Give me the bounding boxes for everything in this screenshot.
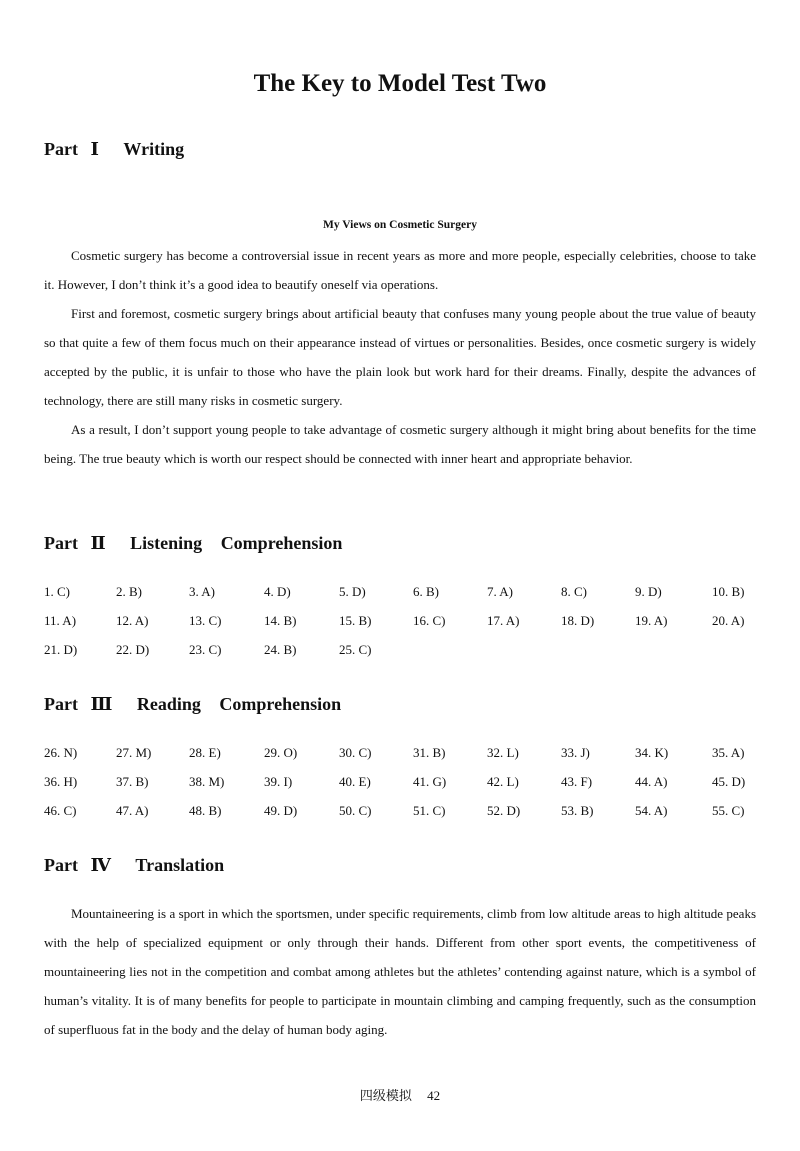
answer-item: 40. E) — [339, 774, 371, 789]
answer-item: 49. D) — [264, 803, 298, 818]
answer-row — [44, 745, 764, 774]
part-label: Part — [44, 139, 78, 159]
answer-item: 34. K) — [635, 745, 669, 760]
answer-item: 51. C) — [413, 803, 446, 818]
essay-paragraph-3: As a result, I don’t support young people to take advantage of cosmetic surgery although it might bring about benefits for the time being. The true beauty which is worth our respect should be connected with inner heart and appropriate behavior. — [44, 422, 756, 466]
essay-paragraph-1: Cosmetic surgery has become a controversial issue in recent years as more and more people, especially celebrities, choose to take it. However, I don’t think it’s a good idea to beautify oneself via operations. — [44, 248, 756, 292]
answer-item: 33. J) — [561, 745, 590, 760]
answer-item: 7. A) — [487, 584, 513, 599]
translation-paragraph: Mountaineering is a sport in which the sportsmen, under specific requirements, climb from low altitude areas to high altitude peaks with the help of specialized equipment or only through their hands. Different from other sport events, the competitiveness of mountaineering lies not in the competition and combat among athletes but the athletes’ contending against nature, which is a symbol of human’s vitality. It is of many benefits for people to participate in mountain climbing and camping frequently, such as the consumption of superfluous fat in the body and the delay of human body aging. — [44, 906, 756, 1037]
answer-item: 22. D) — [116, 642, 150, 657]
answer-item: 36. H) — [44, 774, 78, 789]
answer-item: 45. D) — [712, 774, 746, 789]
answer-item: 44. A) — [635, 774, 668, 789]
answer-item: 5. D) — [339, 584, 366, 599]
answer-item: 8. C) — [561, 584, 587, 599]
part-numeral: Ⅲ — [90, 694, 113, 714]
part-2-heading — [44, 533, 342, 554]
answer-item: 50. C) — [339, 803, 372, 818]
page-title: The Key to Model Test Two — [253, 70, 547, 97]
part-numeral: Ⅱ — [90, 533, 106, 553]
essay-title: My Views on Cosmetic Surgery — [323, 219, 477, 231]
answer-item: 29. O) — [264, 745, 298, 760]
answer-item: 15. B) — [339, 613, 372, 628]
part-label: Part — [44, 855, 78, 875]
part-label: Part — [44, 533, 78, 553]
answer-item: 32. L) — [487, 745, 519, 760]
footer-label: 四级模拟 — [359, 1088, 412, 1103]
part-name: Reading — [136, 694, 201, 714]
part-numeral: Ⅰ — [90, 139, 99, 159]
answer-item: 10. B) — [712, 584, 745, 599]
page-footer — [0, 1085, 800, 1104]
answer-item: 37. B) — [116, 774, 149, 789]
part-name: Listening — [130, 533, 203, 553]
listening-answers — [44, 584, 764, 671]
part-name: Writing — [123, 139, 185, 159]
answer-item: 1. C) — [44, 584, 70, 599]
answer-row — [44, 642, 764, 671]
answer-item: 16. C) — [413, 613, 446, 628]
answer-item: 21. D) — [44, 642, 78, 657]
answer-item: 17. A) — [487, 613, 520, 628]
part-name: Translation — [135, 855, 225, 875]
answer-item: 39. I) — [264, 774, 293, 789]
answer-item: 24. B) — [264, 642, 297, 657]
answer-item: 13. C) — [189, 613, 222, 628]
answer-item: 54. A) — [635, 803, 668, 818]
answer-item: 20. A) — [712, 613, 745, 628]
part-3-heading — [44, 694, 341, 715]
answer-item: 30. C) — [339, 745, 372, 760]
answer-item: 26. N) — [44, 745, 78, 760]
answer-row — [44, 613, 764, 642]
answer-item: 27. M) — [116, 745, 152, 760]
answer-item: 47. A) — [116, 803, 149, 818]
answer-item: 52. D) — [487, 803, 521, 818]
answer-item: 6. B) — [413, 584, 439, 599]
answer-item: 43. F) — [561, 774, 593, 789]
answer-row — [44, 584, 764, 613]
answer-row — [44, 803, 764, 832]
answer-item: 23. C) — [189, 642, 222, 657]
answer-item: 42. L) — [487, 774, 519, 789]
answer-item: 19. A) — [635, 613, 668, 628]
answer-item: 14. B) — [264, 613, 297, 628]
answer-row — [44, 774, 764, 803]
answer-item: 41. G) — [413, 774, 447, 789]
answer-item: 2. B) — [116, 584, 142, 599]
answer-item: 25. C) — [339, 642, 372, 657]
answer-item: 9. D) — [635, 584, 662, 599]
answer-item: 4. D) — [264, 584, 291, 599]
answer-item: 31. B) — [413, 745, 446, 760]
reading-answers — [44, 745, 764, 832]
part-label: Part — [44, 694, 78, 714]
answer-item: 18. D) — [561, 613, 595, 628]
answer-item: 28. E) — [189, 745, 221, 760]
essay-paragraph-2: First and foremost, cosmetic surgery brings about artificial beauty that confuses many young people about the true value of beauty so that quite a few of them focus much on their appearance instead of virtues or personalities. Besides, once cosmetic surgery is widely accepted by the public, it is unfair to those who have the plain look but work hard for their dreams. Finally, despite the advances of technology, there are still many risks in cosmetic surgery. — [44, 306, 756, 408]
page-number: 42 — [427, 1088, 441, 1103]
answer-item: 46. C) — [44, 803, 77, 818]
part-1-heading — [44, 139, 184, 160]
part-name: Comprehension — [219, 694, 342, 714]
answer-item: 35. A) — [712, 745, 745, 760]
part-name: Comprehension — [220, 533, 343, 553]
part-numeral: Ⅳ — [90, 855, 111, 875]
answer-item: 3. A) — [189, 584, 215, 599]
answer-item: 55. C) — [712, 803, 745, 818]
answer-item: 11. A) — [44, 613, 77, 628]
answer-item: 12. A) — [116, 613, 149, 628]
answer-item: 38. M) — [189, 774, 225, 789]
part-4-heading — [44, 855, 224, 876]
answer-item: 53. B) — [561, 803, 594, 818]
answer-item: 48. B) — [189, 803, 222, 818]
